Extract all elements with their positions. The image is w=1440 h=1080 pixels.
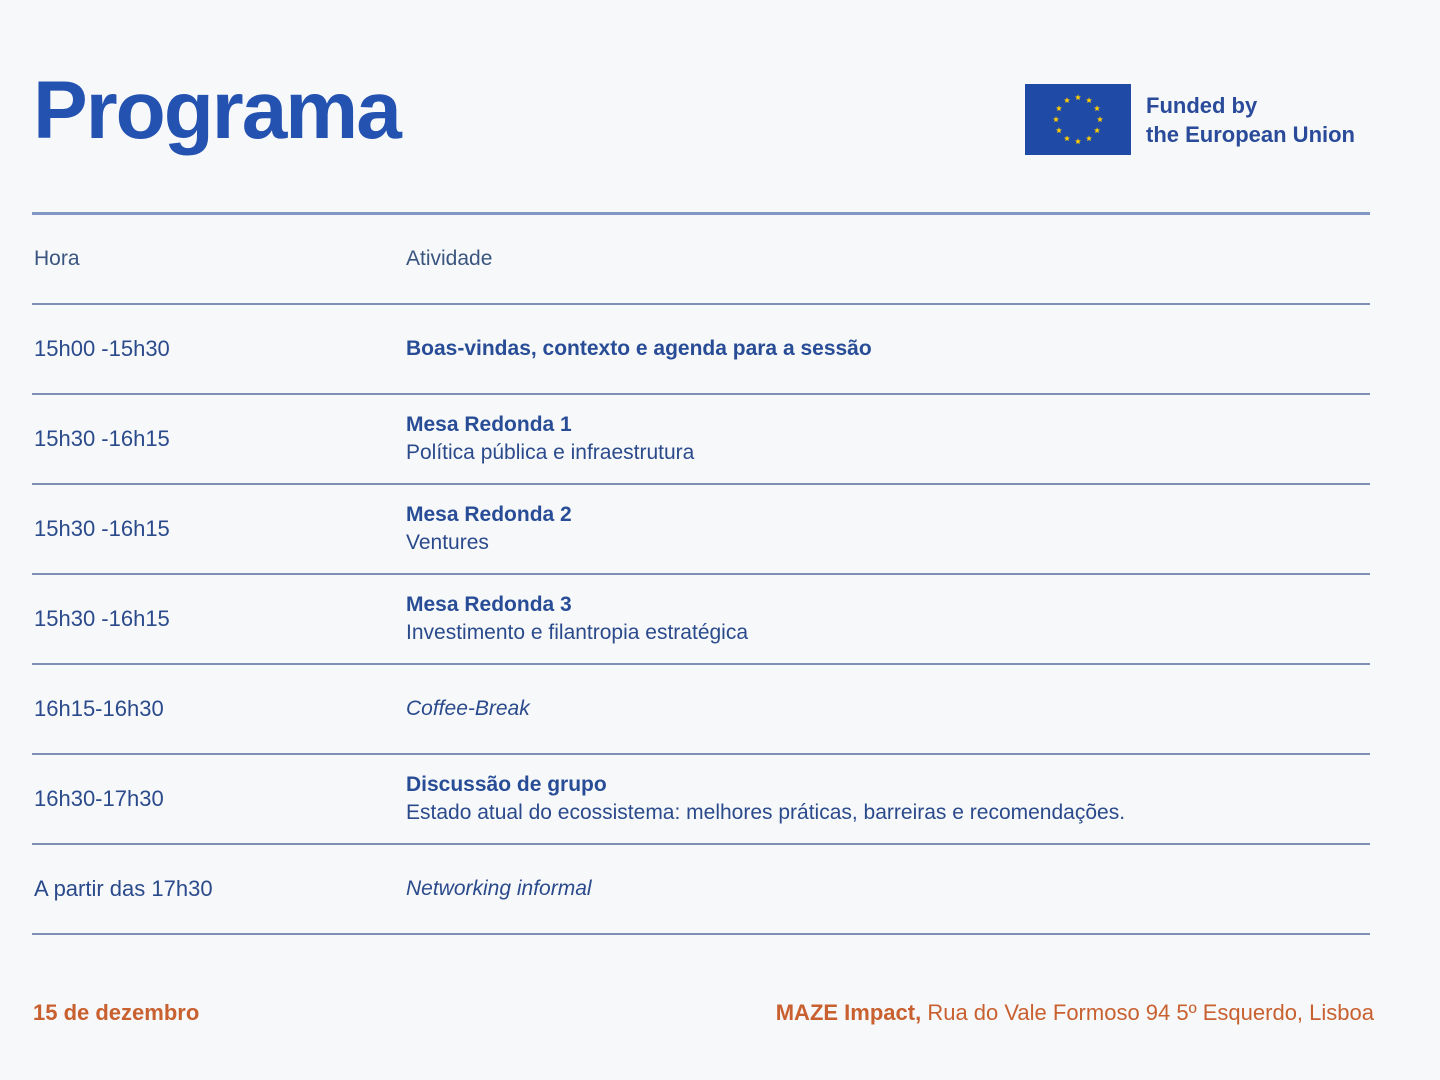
program-table <box>32 212 1370 935</box>
row-time: A partir das 17h30 <box>34 876 213 901</box>
table-row <box>32 485 1370 573</box>
header-activity-label: Atividade <box>406 247 493 270</box>
activity-title: Mesa Redonda 1 <box>406 413 572 436</box>
row-activity <box>406 395 694 483</box>
activity-title: Discussão de grupo <box>406 773 607 796</box>
european-union-line: the European Union <box>1146 121 1355 147</box>
eu-flag-icon <box>1025 84 1131 155</box>
funded-by-line: Funded by <box>1146 92 1258 118</box>
page-title: Programa <box>33 65 400 156</box>
eu-funding-badge <box>1025 84 1355 155</box>
row-activity <box>406 845 592 933</box>
row-time: 15h30 -16h15 <box>34 426 170 451</box>
table-row <box>32 755 1370 843</box>
header-time: Hora <box>34 247 80 270</box>
row-time: 15h30 -16h15 <box>34 516 170 541</box>
table-divider <box>32 933 1370 935</box>
row-activity <box>406 305 872 393</box>
header-activity <box>406 215 492 303</box>
row-activity <box>406 575 748 663</box>
activity-networking-label: Networking informal <box>406 877 592 900</box>
table-row <box>32 305 1370 393</box>
activity-subtitle: Estado atual do ecossistema: melhores práticas, barreiras e recomendações. <box>406 801 1126 824</box>
event-date: 15 de dezembro <box>33 1000 200 1025</box>
activity-subtitle: Investimento e filantropia estratégica <box>406 621 749 644</box>
row-time: 15h00 -15h30 <box>34 336 170 361</box>
table-row <box>32 575 1370 663</box>
venue-name: MAZE Impact, <box>775 1000 922 1025</box>
row-time: 16h15-16h30 <box>34 696 164 721</box>
row-activity <box>406 485 572 573</box>
venue-address: Rua do Vale Formoso 94 5º Esquerdo, Lisboa <box>921 1000 1374 1025</box>
activity-subtitle: Política pública e infraestrutura <box>406 441 695 464</box>
activity-title: Boas-vindas, contexto e agenda para a sessão <box>406 337 872 360</box>
activity-break-label: Coffee-Break <box>406 697 530 720</box>
row-activity <box>406 755 1125 843</box>
table-row <box>32 665 1370 753</box>
table-row <box>32 395 1370 483</box>
eu-funding-text <box>1146 91 1355 149</box>
event-venue <box>776 1000 1374 1026</box>
row-time: 15h30 -16h15 <box>34 606 170 631</box>
activity-subtitle: Ventures <box>406 531 489 554</box>
activity-title: Mesa Redonda 3 <box>406 593 572 616</box>
row-time: 16h30-17h30 <box>34 786 164 811</box>
row-activity <box>406 665 530 753</box>
activity-title: Mesa Redonda 2 <box>406 503 572 526</box>
table-header-row <box>32 215 1370 303</box>
table-row <box>32 845 1370 933</box>
